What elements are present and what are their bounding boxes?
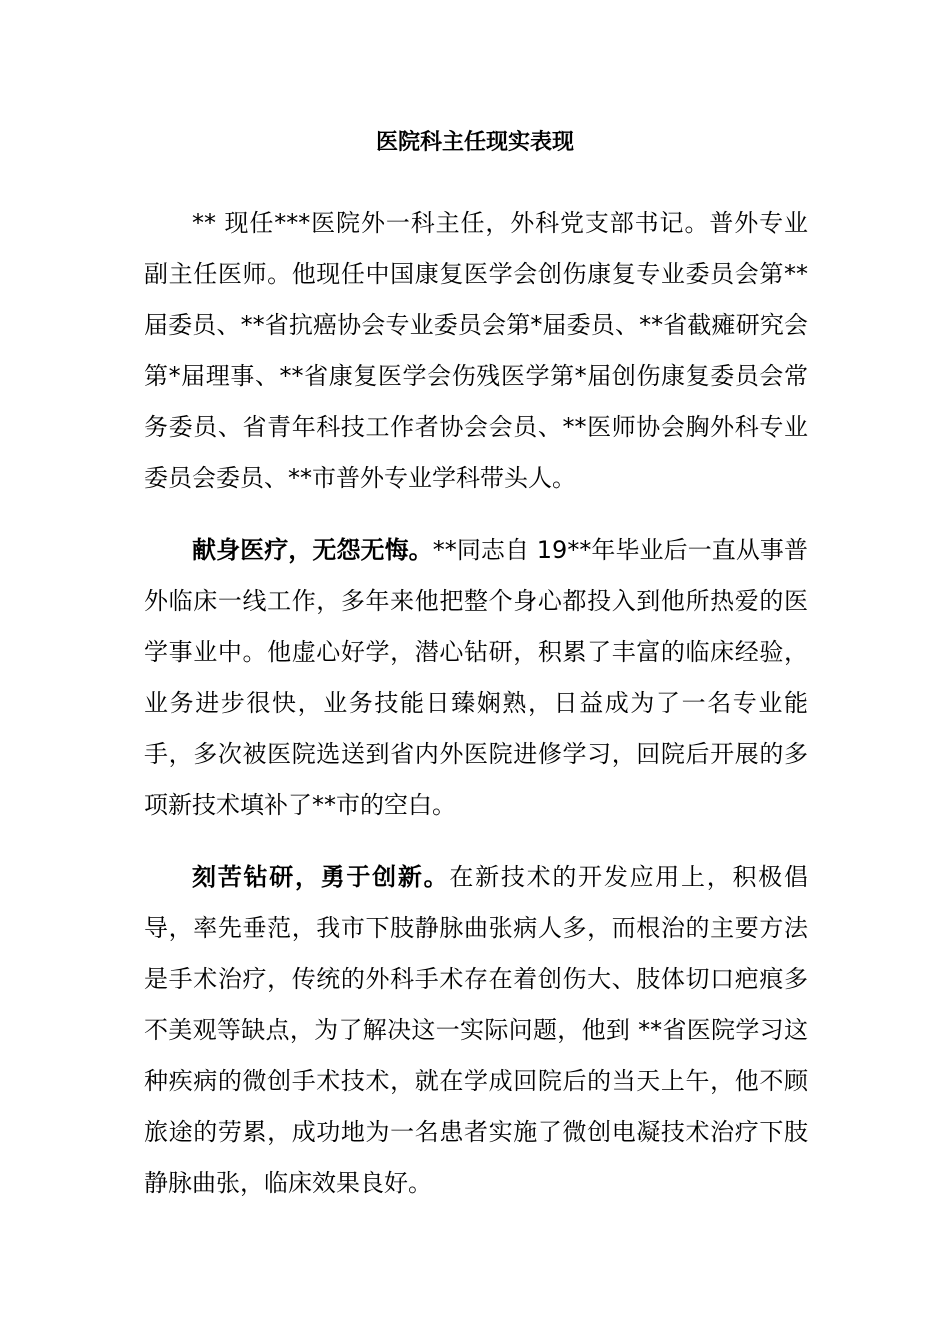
paragraph-3 [144,852,808,1209]
paragraph-2-text: **同志自 19**年毕业后一直从事普外临床一线工作，多年来他把整个身心都投入到他所热爱的医学事业中。他虚心好学，潜心钻研，积累了丰富的临床经验，业务进步很快，业务技能日臻娴熟，日益成为了一名专业能手，多次被医院选送到省内外医院进修学习，回院后开展的多项新技术填补了**市的空白。 [144,536,808,819]
paragraph-3-lead: 刻苦钻研，勇于创新。 [192,863,450,891]
document-title: 医院科主任现实表现 [375,130,574,155]
paragraph-3-text: 在新技术的开发应用上，积极倡导，率先垂范，我市下肢静脉曲张病人多，而根治的主要方法是手术治疗，传统的外科手术存在着创伤大、肢体切口疤痕多不美观等缺点，为了解决这一实际问题，他到 **省医院学习这种疾病的微创手术技术，就在学成回院后的当天上午，他不顾旅途的劳累，成功地为一名患者实施了微创电凝技术治疗下肢静脉曲张，临床效果良好。 [144,863,808,1197]
paragraph-1-text: ** 现任***医院外一科主任，外科党支部书记。普外专业副主任医师。他现任中国康复医学会创伤康复专业委员会第**届委员、**省抗癌协会专业委员会第*届委员、**省截瘫研究会第*届理事、**省康复医学会伤残医学第*届创伤康复委员会常务委员、省青年科技工作者协会会员、**医师协会胸外科专业委员会委员、**市普外专业学科带头人。 [144,209,808,492]
paragraph-2-lead: 献身医疗，无怨无悔。 [192,536,433,564]
paragraph-1 [144,198,808,504]
paragraph-2 [144,525,808,831]
document-body [144,198,808,1230]
